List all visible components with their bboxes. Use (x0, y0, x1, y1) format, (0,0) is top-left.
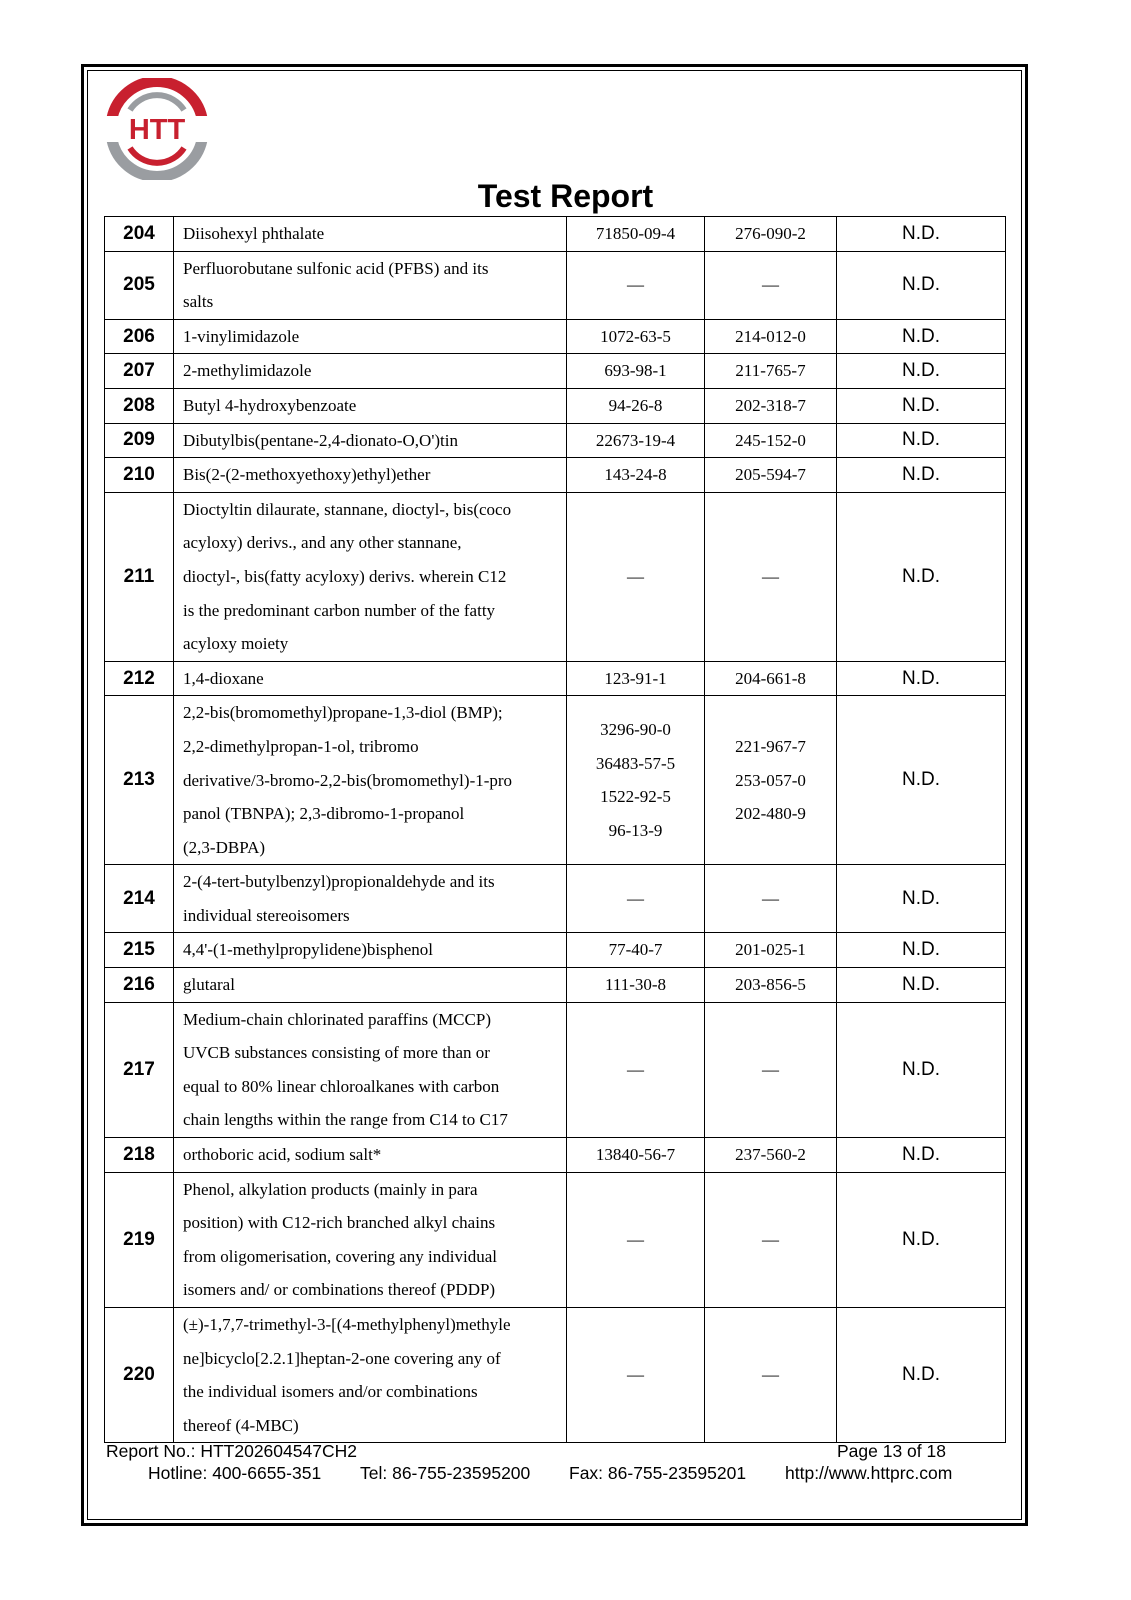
cas-number (567, 933, 705, 968)
substance-table-body (105, 217, 1006, 1443)
telephone: Tel: 86-755-23595200 (360, 1463, 531, 1483)
row-number: 217 (105, 1002, 174, 1137)
ec-number (705, 661, 837, 696)
row-number: 214 (105, 865, 174, 933)
table-row (105, 251, 1006, 319)
test-result: N.D. (837, 251, 1006, 319)
substance-name (174, 1308, 567, 1443)
cas-number (567, 865, 705, 933)
test-result: N.D. (837, 217, 1006, 252)
ec-number (705, 388, 837, 423)
cas-number (567, 492, 705, 661)
cas-number-line: — (627, 566, 644, 586)
ec-number (705, 1138, 837, 1173)
substance-name-line: 2-(4-tert-butylbenzyl)propionaldehyde and its (183, 872, 495, 892)
test-result: N.D. (837, 319, 1006, 354)
test-result: N.D. (837, 696, 1006, 865)
substance-name-line: acyloxy) derivs., and any other stannane, (183, 533, 462, 553)
table-row (105, 661, 1006, 696)
substance-name-line: derivative/3-bromo-2,2-bis(bromomethyl)-1-pro (183, 770, 513, 790)
ec-number-line: 245-152-0 (735, 430, 806, 450)
substance-name-line: dioctyl-, bis(fatty acyloxy) derivs. wherein C12 (183, 566, 507, 586)
substance-name-line: individual stereoisomers (183, 905, 350, 925)
ec-number-line: 276-090-2 (735, 224, 806, 243)
row-number: 213 (105, 696, 174, 865)
test-result: N.D. (837, 423, 1006, 458)
cas-number (567, 423, 705, 458)
table-row (105, 1308, 1006, 1443)
table-row (105, 1138, 1006, 1173)
ec-number (705, 251, 837, 319)
ec-number-line: — (762, 1365, 779, 1385)
ec-number-line: — (762, 1060, 779, 1080)
row-number: 205 (105, 251, 174, 319)
ec-number (705, 1308, 837, 1443)
test-result: N.D. (837, 458, 1006, 493)
table-row (105, 423, 1006, 458)
ec-number (705, 1172, 837, 1307)
cas-number (567, 1002, 705, 1137)
cas-number (567, 1138, 705, 1173)
ec-number-line: — (762, 889, 779, 909)
substance-name (174, 319, 567, 354)
substance-name-line: equal to 80% linear chloroalkanes with carbon (183, 1076, 500, 1096)
ec-number (705, 933, 837, 968)
cas-number-line: 13840-56-7 (595, 1145, 676, 1165)
substance-name-line: (±)-1,7,7-trimethyl-3-[(4-methylphenyl)methyle (183, 1315, 511, 1334)
cas-number-line: 693-98-1 (604, 361, 667, 381)
substance-name-line: the individual isomers and/or combinations (183, 1382, 478, 1402)
substance-name-line: is the predominant carbon number of the fatty (183, 600, 496, 620)
table-row (105, 458, 1006, 493)
row-number: 218 (105, 1138, 174, 1173)
ec-number (705, 696, 837, 865)
substance-name-line: from oligomerisation, covering any individual (183, 1246, 497, 1266)
substance-name (174, 968, 567, 1003)
substance-name-line: position) with C12-rich branched alkyl chains (183, 1213, 496, 1233)
row-number: 208 (105, 388, 174, 423)
ec-number-line: — (762, 275, 779, 295)
report-number: Report No.: HTT202604547CH2 (106, 1441, 357, 1461)
substance-name-line: Diisohexyl phthalate (183, 224, 325, 243)
ec-number (705, 217, 837, 252)
table-row (105, 217, 1006, 252)
substance-name (174, 217, 567, 252)
ec-number-line: — (762, 566, 779, 586)
table-row (105, 865, 1006, 933)
ec-number (705, 968, 837, 1003)
substance-name-line: thereof (4-MBC) (183, 1415, 299, 1435)
row-number: 216 (105, 968, 174, 1003)
substance-name (174, 251, 567, 319)
cas-number-line: — (627, 1365, 644, 1385)
ec-number (705, 319, 837, 354)
cas-number-line: 77-40-7 (608, 940, 663, 960)
ec-number-line: 211-765-7 (735, 361, 806, 381)
cas-number-line: 1072-63-5 (600, 326, 671, 346)
cas-number (567, 968, 705, 1003)
cas-number-line: 36483-57-5 (595, 753, 676, 773)
substance-name-line: panol (TBNPA); 2,3-dibromo-1-propanol (183, 804, 465, 824)
test-result: N.D. (837, 388, 1006, 423)
cas-number (567, 217, 705, 252)
substance-name-line: Phenol, alkylation products (mainly in para (183, 1179, 478, 1199)
cas-number (567, 696, 705, 865)
table-row (105, 1002, 1006, 1137)
ec-number-line: 253-057-0 (735, 770, 806, 790)
substance-name (174, 388, 567, 423)
cas-number (567, 354, 705, 389)
substance-name (174, 423, 567, 458)
substance-name-line: Perfluorobutane sulfonic acid (PFBS) and its (183, 258, 489, 278)
table-row (105, 968, 1006, 1003)
substance-name (174, 354, 567, 389)
cas-number-line: — (627, 889, 644, 909)
substance-name (174, 1172, 567, 1307)
row-number: 210 (105, 458, 174, 493)
hotline: Hotline: 400-6655-351 (148, 1463, 322, 1483)
substance-name-line: chain lengths within the range from C14 to C17 (183, 1110, 508, 1130)
row-number: 211 (105, 492, 174, 661)
row-number: 209 (105, 423, 174, 458)
substance-name (174, 492, 567, 661)
substance-name-line: acyloxy moiety (183, 634, 289, 654)
ec-number (705, 423, 837, 458)
substance-name-line: salts (183, 292, 214, 312)
row-number: 220 (105, 1308, 174, 1443)
cas-number (567, 1172, 705, 1307)
cas-number-line: — (627, 275, 644, 295)
test-result: N.D. (837, 1002, 1006, 1137)
substance-name-line: orthoboric acid, sodium salt* (183, 1145, 382, 1165)
substance-name-line: Dibutylbis(pentane-2,4-dionato-O,O')tin (183, 430, 459, 450)
cas-number (567, 319, 705, 354)
substance-name-line: 4,4'-(1-methylpropylidene)bisphenol (183, 940, 433, 960)
cas-number-line: 111-30-8 (604, 975, 667, 995)
cas-number-line: 71850-09-4 (595, 224, 676, 243)
website-link[interactable]: http://www.httprc.com (785, 1463, 953, 1483)
substance-name (174, 1002, 567, 1137)
page-number: Page 13 of 18 (837, 1441, 946, 1461)
test-result: N.D. (837, 354, 1006, 389)
ec-number (705, 354, 837, 389)
cas-number (567, 458, 705, 493)
substance-name (174, 1138, 567, 1173)
cas-number (567, 1308, 705, 1443)
ec-number-line: 202-318-7 (735, 395, 806, 415)
logo-text: HTT (128, 114, 186, 146)
fax: Fax: 86-755-23595201 (569, 1463, 747, 1483)
substance-name (174, 458, 567, 493)
row-number: 204 (105, 217, 174, 252)
ec-number (705, 865, 837, 933)
cas-number-line: — (627, 1060, 644, 1080)
table-row (105, 696, 1006, 865)
cas-number-line: 123-91-1 (604, 668, 667, 688)
test-result: N.D. (837, 1172, 1006, 1307)
test-result: N.D. (837, 968, 1006, 1003)
substance-name-line: isomers and/ or combinations thereof (PDDP) (183, 1280, 496, 1300)
row-number: 215 (105, 933, 174, 968)
substance-name-line: 2,2-bis(bromomethyl)propane-1,3-diol (BMP); (183, 703, 503, 723)
substance-name-line: 1,4-dioxane (183, 668, 264, 688)
row-number: 219 (105, 1172, 174, 1307)
ec-number-line: 201-025-1 (735, 940, 806, 960)
test-result: N.D. (837, 933, 1006, 968)
row-number: 212 (105, 661, 174, 696)
ec-number-line: — (762, 1230, 779, 1250)
ec-number (705, 458, 837, 493)
ec-number (705, 492, 837, 661)
cas-number-line: 1522-92-5 (600, 787, 671, 807)
test-result: N.D. (837, 661, 1006, 696)
ec-number-line: 214-012-0 (735, 326, 806, 346)
substance-name-line: Dioctyltin dilaurate, stannane, dioctyl-, bis(coco (183, 499, 512, 519)
cas-number-line: 96-13-9 (608, 820, 663, 840)
cas-number-line: 94-26-8 (608, 395, 663, 415)
substance-name (174, 696, 567, 865)
cas-number-line: — (627, 1230, 644, 1250)
cas-number (567, 251, 705, 319)
page-title: Test Report (477, 178, 654, 214)
test-result: N.D. (837, 1308, 1006, 1443)
substance-name (174, 933, 567, 968)
htt-logo (104, 78, 210, 180)
table-row (105, 388, 1006, 423)
cas-number-line: 22673-19-4 (595, 430, 676, 450)
ec-number-line: 205-594-7 (735, 465, 806, 485)
cas-number (567, 661, 705, 696)
cas-number-line: 3296-90-0 (600, 720, 671, 740)
test-result: N.D. (837, 865, 1006, 933)
test-result: N.D. (837, 1138, 1006, 1173)
substance-name-line: Medium-chain chlorinated paraffins (MCCP) (183, 1009, 491, 1029)
ec-number-line: 204-661-8 (735, 668, 806, 688)
table-row (105, 492, 1006, 661)
ec-number-line: 221-967-7 (735, 736, 806, 756)
substance-name (174, 661, 567, 696)
ec-number (705, 1002, 837, 1137)
table-row (105, 319, 1006, 354)
table-row (105, 1172, 1006, 1307)
substance-name-line: Butyl 4-hydroxybenzoate (183, 395, 357, 415)
ec-number-line: 237-560-2 (735, 1145, 806, 1165)
substance-name-line: (2,3-DBPA) (183, 837, 266, 857)
substance-name (174, 865, 567, 933)
cas-number-line: 143-24-8 (604, 465, 667, 485)
table-row (105, 933, 1006, 968)
test-result: N.D. (837, 492, 1006, 661)
cas-number (567, 388, 705, 423)
substance-name-line: ne]bicyclo[2.2.1]heptan-2-one covering any of (183, 1348, 501, 1368)
ec-number-line: 202-480-9 (735, 804, 806, 824)
ec-number-line: 203-856-5 (735, 975, 806, 995)
row-number: 207 (105, 354, 174, 389)
substance-name-line: 2-methylimidazole (183, 361, 312, 381)
substance-name-line: 2,2-dimethylpropan-1-ol, tribromo (183, 736, 419, 756)
row-number: 206 (105, 319, 174, 354)
substance-name-line: 1-vinylimidazole (183, 326, 300, 346)
substance-name-line: UVCB substances consisting of more than or (183, 1043, 490, 1063)
table-row (105, 354, 1006, 389)
substance-name-line: Bis(2-(2-methoxyethoxy)ethyl)ether (183, 465, 431, 485)
substance-name-line: glutaral (183, 975, 235, 995)
substance-table (104, 216, 1006, 1443)
